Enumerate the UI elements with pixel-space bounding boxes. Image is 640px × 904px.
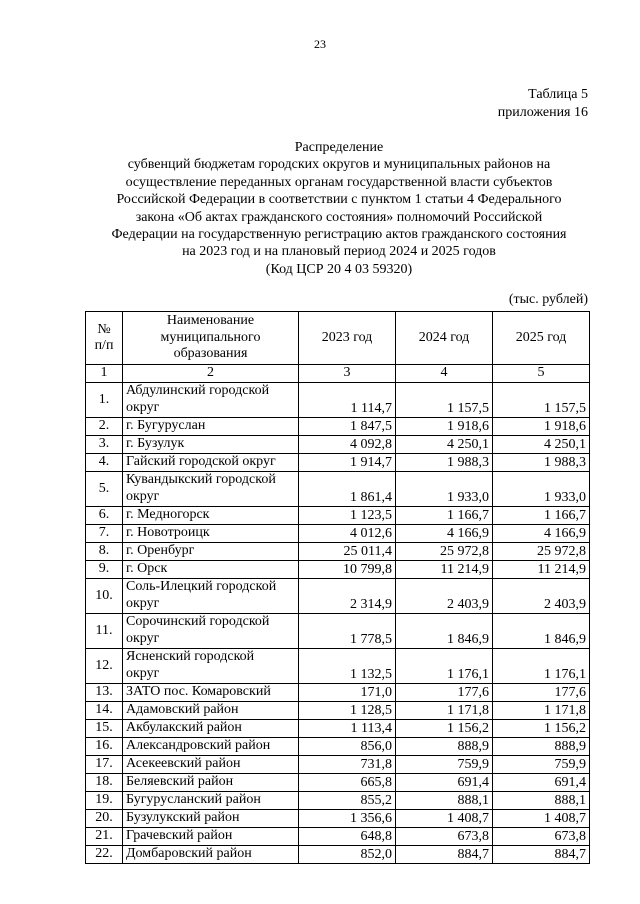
row-number: 21. <box>86 828 123 846</box>
title-line: Распределение <box>294 140 384 155</box>
value-2024: 1 408,7 <box>396 810 493 828</box>
row-number: 12. <box>86 649 123 684</box>
municipality-name-line: Соль-Илецкий городской <box>126 579 277 594</box>
value-2023: 2 314,9 <box>299 579 396 614</box>
value-2025: 1 171,8 <box>493 702 590 720</box>
municipality-name-line: Александровский район <box>126 738 271 753</box>
column-index-row <box>86 365 590 383</box>
row-number: 2. <box>86 418 123 436</box>
value-2023: 4 092,8 <box>299 436 396 454</box>
column-index: 4 <box>396 365 493 383</box>
municipality-name <box>123 846 299 864</box>
municipality-name-line: округ <box>126 630 160 646</box>
municipality-name <box>123 525 299 543</box>
column-index: 5 <box>493 365 590 383</box>
title-line: закона «Об актах гражданского состояния» полномочий Российской <box>135 209 543 225</box>
table-row <box>86 543 590 561</box>
municipality-name <box>123 614 299 649</box>
municipality-name-line: Асекеевский район <box>126 756 241 771</box>
value-2024: 4 250,1 <box>396 436 493 454</box>
municipality-name-line: Ясненский городской <box>126 649 255 664</box>
table-row <box>86 436 590 454</box>
value-2024: 759,9 <box>396 756 493 774</box>
table-row <box>86 846 590 864</box>
header-num-line: п/п <box>94 338 114 353</box>
municipality-name <box>123 649 299 684</box>
table-reference <box>498 86 588 122</box>
header-num <box>86 312 123 365</box>
row-number: 13. <box>86 684 123 702</box>
value-2025: 1 988,3 <box>493 454 590 472</box>
municipality-name <box>123 720 299 738</box>
value-2023: 1 123,5 <box>299 507 396 525</box>
value-2025: 888,1 <box>493 792 590 810</box>
value-2025: 673,8 <box>493 828 590 846</box>
value-2023: 10 799,8 <box>299 561 396 579</box>
municipality-name-line: Домбаровский район <box>126 846 252 861</box>
column-index: 1 <box>86 365 123 383</box>
value-2025: 1 156,2 <box>493 720 590 738</box>
value-2025: 1 408,7 <box>493 810 590 828</box>
page-number: 23 <box>314 37 326 51</box>
row-number: 19. <box>86 792 123 810</box>
value-2023: 1 128,5 <box>299 702 396 720</box>
municipality-name <box>123 792 299 810</box>
value-2023: 25 011,4 <box>299 543 396 561</box>
row-number: 4. <box>86 454 123 472</box>
table-row <box>86 614 590 649</box>
municipality-name <box>123 756 299 774</box>
row-number: 3. <box>86 436 123 454</box>
value-2025: 2 403,9 <box>493 579 590 614</box>
municipality-name-line: г. Оренбург <box>126 543 195 558</box>
municipality-name-line: округ <box>126 399 160 415</box>
value-2025: 759,9 <box>493 756 590 774</box>
row-number: 1. <box>86 383 123 418</box>
value-2024: 884,7 <box>396 846 493 864</box>
value-2023: 1 114,7 <box>299 383 396 418</box>
municipality-name <box>123 579 299 614</box>
municipality-name-line: Бузулукский район <box>126 810 240 825</box>
municipality-name <box>123 561 299 579</box>
value-2023: 856,0 <box>299 738 396 756</box>
table-row <box>86 810 590 828</box>
value-2023: 1 356,6 <box>299 810 396 828</box>
table-row <box>86 828 590 846</box>
row-number: 22. <box>86 846 123 864</box>
table-row <box>86 774 590 792</box>
table-row <box>86 454 590 472</box>
header-name <box>123 312 299 365</box>
municipality-name-line: Бугурусланский район <box>126 792 261 807</box>
value-2024: 25 972,8 <box>396 543 493 561</box>
row-number: 15. <box>86 720 123 738</box>
municipality-name-line: Беляевский район <box>126 774 234 789</box>
header-2023: 2023 год <box>299 312 396 365</box>
value-2023: 1 914,7 <box>299 454 396 472</box>
value-2024: 673,8 <box>396 828 493 846</box>
value-2023: 855,2 <box>299 792 396 810</box>
municipality-name-line: округ <box>126 488 160 504</box>
table-row <box>86 383 590 418</box>
municipality-name-line: Кувандыкский городской <box>126 472 276 487</box>
value-2024: 888,9 <box>396 738 493 756</box>
table-row <box>86 792 590 810</box>
row-number: 17. <box>86 756 123 774</box>
municipality-name-line: г. Бугуруслан <box>126 418 206 433</box>
row-number: 11. <box>86 614 123 649</box>
municipality-name-line: Сорочинский городской <box>126 614 270 629</box>
row-number: 10. <box>86 579 123 614</box>
municipality-name-line: г. Орск <box>126 561 168 576</box>
table-row <box>86 525 590 543</box>
table-row <box>86 418 590 436</box>
header-2025: 2025 год <box>493 312 590 365</box>
value-2025: 1 176,1 <box>493 649 590 684</box>
column-index: 3 <box>299 365 396 383</box>
column-index: 2 <box>123 365 299 383</box>
value-2025: 1 157,5 <box>493 383 590 418</box>
municipality-name <box>123 418 299 436</box>
header-name-line: образования <box>173 346 248 362</box>
value-2023: 648,8 <box>299 828 396 846</box>
value-2024: 1 171,8 <box>396 702 493 720</box>
value-2024: 177,6 <box>396 684 493 702</box>
municipality-name <box>123 383 299 418</box>
municipality-name-line: ЗАТО пос. Комаровский <box>126 684 271 699</box>
value-2024: 1 846,9 <box>396 614 493 649</box>
value-2024: 2 403,9 <box>396 579 493 614</box>
table-row <box>86 579 590 614</box>
title-line: субвенций бюджетам городских округов и муниципальных районов на <box>127 157 551 173</box>
table-row <box>86 684 590 702</box>
header-2024: 2024 год <box>396 312 493 365</box>
value-2025: 4 250,1 <box>493 436 590 454</box>
table-row <box>86 702 590 720</box>
municipality-name-line: Грачевский район <box>126 828 233 843</box>
row-number: 6. <box>86 507 123 525</box>
municipality-name-line: Адамовский район <box>126 702 239 717</box>
value-2024: 4 166,9 <box>396 525 493 543</box>
row-number: 7. <box>86 525 123 543</box>
table-header-row <box>86 312 590 365</box>
value-2023: 665,8 <box>299 774 396 792</box>
value-2023: 1 847,5 <box>299 418 396 436</box>
value-2024: 1 156,2 <box>396 720 493 738</box>
table-row <box>86 507 590 525</box>
municipality-name-line: округ <box>126 665 160 681</box>
header-name-line: муниципального <box>160 329 261 345</box>
value-2025: 1 933,0 <box>493 472 590 507</box>
municipality-name <box>123 543 299 561</box>
municipality-name-line: Акбулакский район <box>126 720 242 735</box>
units-label: (тыс. рублей) <box>508 292 588 307</box>
value-2024: 11 214,9 <box>396 561 493 579</box>
row-number: 8. <box>86 543 123 561</box>
title-line: на 2023 год и на плановый период 2024 и 2025 годов <box>182 244 496 260</box>
municipality-name <box>123 684 299 702</box>
municipality-name-line: Абдулинский городской <box>126 383 270 398</box>
municipality-name-line: Гайский городской округ <box>126 454 276 469</box>
value-2023: 1 861,4 <box>299 472 396 507</box>
value-2024: 1 933,0 <box>396 472 493 507</box>
municipality-name-line: округ <box>126 595 160 611</box>
municipality-name <box>123 454 299 472</box>
municipality-name-line: г. Медногорск <box>126 507 210 522</box>
value-2025: 1 918,6 <box>493 418 590 436</box>
value-2025: 25 972,8 <box>493 543 590 561</box>
header-num-line: № <box>97 321 111 337</box>
value-2023: 1 132,5 <box>299 649 396 684</box>
subvention-table <box>85 311 590 864</box>
municipality-name <box>123 702 299 720</box>
value-2025: 4 166,9 <box>493 525 590 543</box>
municipality-name <box>123 810 299 828</box>
title-line: Российской Федерации в соответствии с пунктом 1 статьи 4 Федерального <box>116 192 562 208</box>
municipality-name-line: г. Новотроицк <box>126 525 210 540</box>
municipality-name <box>123 507 299 525</box>
municipality-name-line: г. Бузулук <box>126 436 185 451</box>
row-number: 14. <box>86 702 123 720</box>
value-2023: 852,0 <box>299 846 396 864</box>
table-row <box>86 756 590 774</box>
value-2025: 884,7 <box>493 846 590 864</box>
value-2023: 4 012,6 <box>299 525 396 543</box>
municipality-name <box>123 436 299 454</box>
title-line: (Код ЦСР 20 4 03 59320) <box>265 261 413 277</box>
value-2024: 1 988,3 <box>396 454 493 472</box>
municipality-name <box>123 472 299 507</box>
document-title <box>70 139 608 278</box>
table-row <box>86 738 590 756</box>
value-2025: 691,4 <box>493 774 590 792</box>
table-body <box>86 383 590 864</box>
table-ref-line-2: приложения 16 <box>497 105 588 120</box>
value-2025: 1 166,7 <box>493 507 590 525</box>
value-2025: 11 214,9 <box>493 561 590 579</box>
value-2024: 1 157,5 <box>396 383 493 418</box>
value-2024: 1 176,1 <box>396 649 493 684</box>
row-number: 5. <box>86 472 123 507</box>
title-line: осуществление переданных органам государственной власти субъектов <box>125 174 553 190</box>
row-number: 9. <box>86 561 123 579</box>
title-line: Федерации на государственную регистрацию актов гражданского состояния <box>111 227 567 243</box>
value-2024: 1 918,6 <box>396 418 493 436</box>
value-2025: 888,9 <box>493 738 590 756</box>
table-row <box>86 720 590 738</box>
municipality-name <box>123 828 299 846</box>
table-row <box>86 561 590 579</box>
table-row <box>86 649 590 684</box>
table-row <box>86 472 590 507</box>
row-number: 20. <box>86 810 123 828</box>
value-2024: 691,4 <box>396 774 493 792</box>
value-2023: 731,8 <box>299 756 396 774</box>
row-number: 16. <box>86 738 123 756</box>
value-2023: 1 778,5 <box>299 614 396 649</box>
value-2024: 888,1 <box>396 792 493 810</box>
value-2024: 1 166,7 <box>396 507 493 525</box>
row-number: 18. <box>86 774 123 792</box>
value-2023: 1 113,4 <box>299 720 396 738</box>
header-name-line: Наименование <box>166 313 255 329</box>
municipality-name <box>123 738 299 756</box>
value-2025: 1 846,9 <box>493 614 590 649</box>
municipality-name <box>123 774 299 792</box>
value-2025: 177,6 <box>493 684 590 702</box>
value-2023: 171,0 <box>299 684 396 702</box>
table-ref-line-1: Таблица 5 <box>528 87 588 102</box>
